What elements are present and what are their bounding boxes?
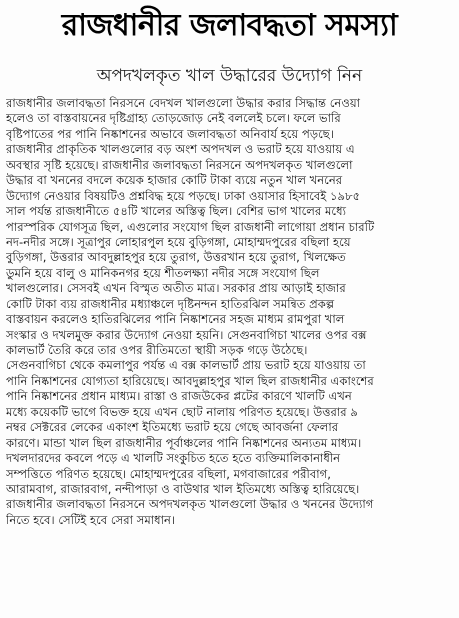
body-line: বৃষ্টিপাতের পর পানি নিষ্কাশনের অভাবে জলাবদ্ধতা অনিবার্য হয়ে পড়ছে। [6,126,334,141]
subheadline: অপদখলকৃত খাল উদ্ধারের উদ্যোগ নিন [96,66,363,86]
body-line: উদ্ধার বা খননের বদলে কয়েক হাজার কোটি টাকা ব্যয়ে নতুন খাল খননের [6,173,343,188]
body-line: দখলদারদের কবলে পড়ে এ খালটি সংকুচিত হতে হতে ব্যক্তিমালিকানাধীন [6,451,341,466]
body-line: কোটি টাকা ব্যয় রাজধানীর মধ্যাঞ্চলে দৃষ্টিনন্দন হাতিরঝিল সমন্বিত প্রকল্প [6,296,335,311]
body-line: বাস্তবায়ন করলেও হাতিরঝিলের পানি নিষ্কাশনের সহজ মাধ্যম রামপুরা খাল [6,312,345,327]
body-line: অবস্থার সৃষ্টি হয়েছে। রাজধানীর জলাবদ্ধতা নিরসনে অপদখলকৃত খালগুলো [6,157,353,172]
body-line: সেগুনবাগিচা থেকে কমলাপুর পর্যন্ত এ বক্স কালভার্ট প্রায় ভরাট হয়ে যাওয়ায় তা [6,358,366,373]
body-line: নম্বর সেক্টরের লেকের একাংশ ইতিমধ্যে ভরাট হয়ে গেছে আবর্জনা ফেলার [6,420,339,435]
body-line: বুড়িগঙ্গা, উত্তরার আবদুল্লাহপুর হয়ে তুরাগ, উত্তরখান হয়ে তুরাগ, খিলক্ষেত [6,250,346,265]
body-line: রাজধানীর জলাবদ্ধতা নিরসনে অপদখলকৃত খালগুলো উদ্ধার ও খননের উদ্যোগ [6,497,374,512]
body-line: কারণে। মান্ডা খাল ছিল রাজধানীর পূর্বাঞ্চলের পানি নিষ্কাশনের অন্যতম মাধ্যম। [6,435,362,450]
body-line: পারস্পরিক যোগসূত্র ছিল, এগুলোর সংযোগ ছিল রাজধানী লাগোয়া প্রধান চারটি [6,219,375,234]
body-line: নিতে হবে। সেটিই হবে সেরা সমাধান। [6,512,176,527]
body-line: পানি নিষ্কাশনের প্রধান মাধ্যম। রাস্তা ও রাজউকের প্লটের কারণে খালটি এখন [6,389,352,404]
body-line: হলেও তা বাস্তবায়নের দৃষ্টিগ্রাহ্য তোড়জোড় নেই বললেই চলে। ফলে ভারি [6,111,341,126]
body-line: রাজধানীর প্রাকৃতিক খালগুলোর বড় অংশ অপদখল ও ভরাট হয়ে যাওয়ায় এ [6,142,355,157]
body-line: আরামবাগ, রাজারবাগ, নন্দীপাড়া ও বাউথার খাল ইতিমধ্যে অস্তিত্ব হারিয়েছে। [6,481,360,496]
body-line: নদ-নদীর সঙ্গে। সূত্রাপুর লোহারপুল হয়ে বুড়িগঙ্গা, মোহাম্মদপুরের বছিলা হয়ে [6,234,351,249]
body-line: খালগুলোর। সেসবই এখন বিস্মৃত অতীত মাত্র। সরকার প্রায় আড়াই হাজার [6,281,346,296]
body-line: সম্পত্তিতে পরিণত হয়েছে। মোহাম্মদপুরের বছিলা, মগবাজারের পরীবাগ, [6,466,331,481]
body-line: কালভার্ট তৈরি করে তার ওপর রীতিমতো স্থায়ী সড়ক গড়ে উঠেছে। [6,343,308,357]
body-line: উদ্যোগ নেওয়ার বিষয়টিও প্রশ্নবিদ্ধ হয়ে পড়ছে। ঢাকা ওয়াসার হিসাবেই ১৯৮৫ [6,188,361,203]
headline: রাজধানীর জলাবদ্ধতা সমস্যা [61,8,398,43]
article-body [6,96,454,528]
body-line: সাল পর্যন্ত রাজধানীতে ৫৪টি খালের অস্তিত্ব ছিল। বেশির ভাগ খালের মধ্যে [6,204,346,219]
body-line: পানি নিষ্কাশনের যোগ্যতা হারিয়েছে। আবদুল্লাহপুর খাল ছিল রাজধানীর একাংশের [6,373,374,388]
body-line: সংস্কার ও দখলমুক্ত করার উদ্যোগ নেওয়া হয়নি। সেগুনবাগিচা খালের ওপর বক্স [6,327,367,342]
body-line: ডুমনি হয়ে বালু ও মানিকনগর হয়ে শীতলক্ষ্যা নদীর সঙ্গে সংযোগ ছিল [6,265,320,280]
body-line: রাজধানীর জলাবদ্ধতা নিরসনে বেদখল খালগুলো উদ্ধার করার সিদ্ধান্ত নেওয়া [6,96,361,110]
body-line: মধ্যে কয়েকটি ভাগে বিভক্ত হয়ে এখন ছোট নালায় পরিণত হয়েছে। উত্তরার ৯ [6,404,358,419]
